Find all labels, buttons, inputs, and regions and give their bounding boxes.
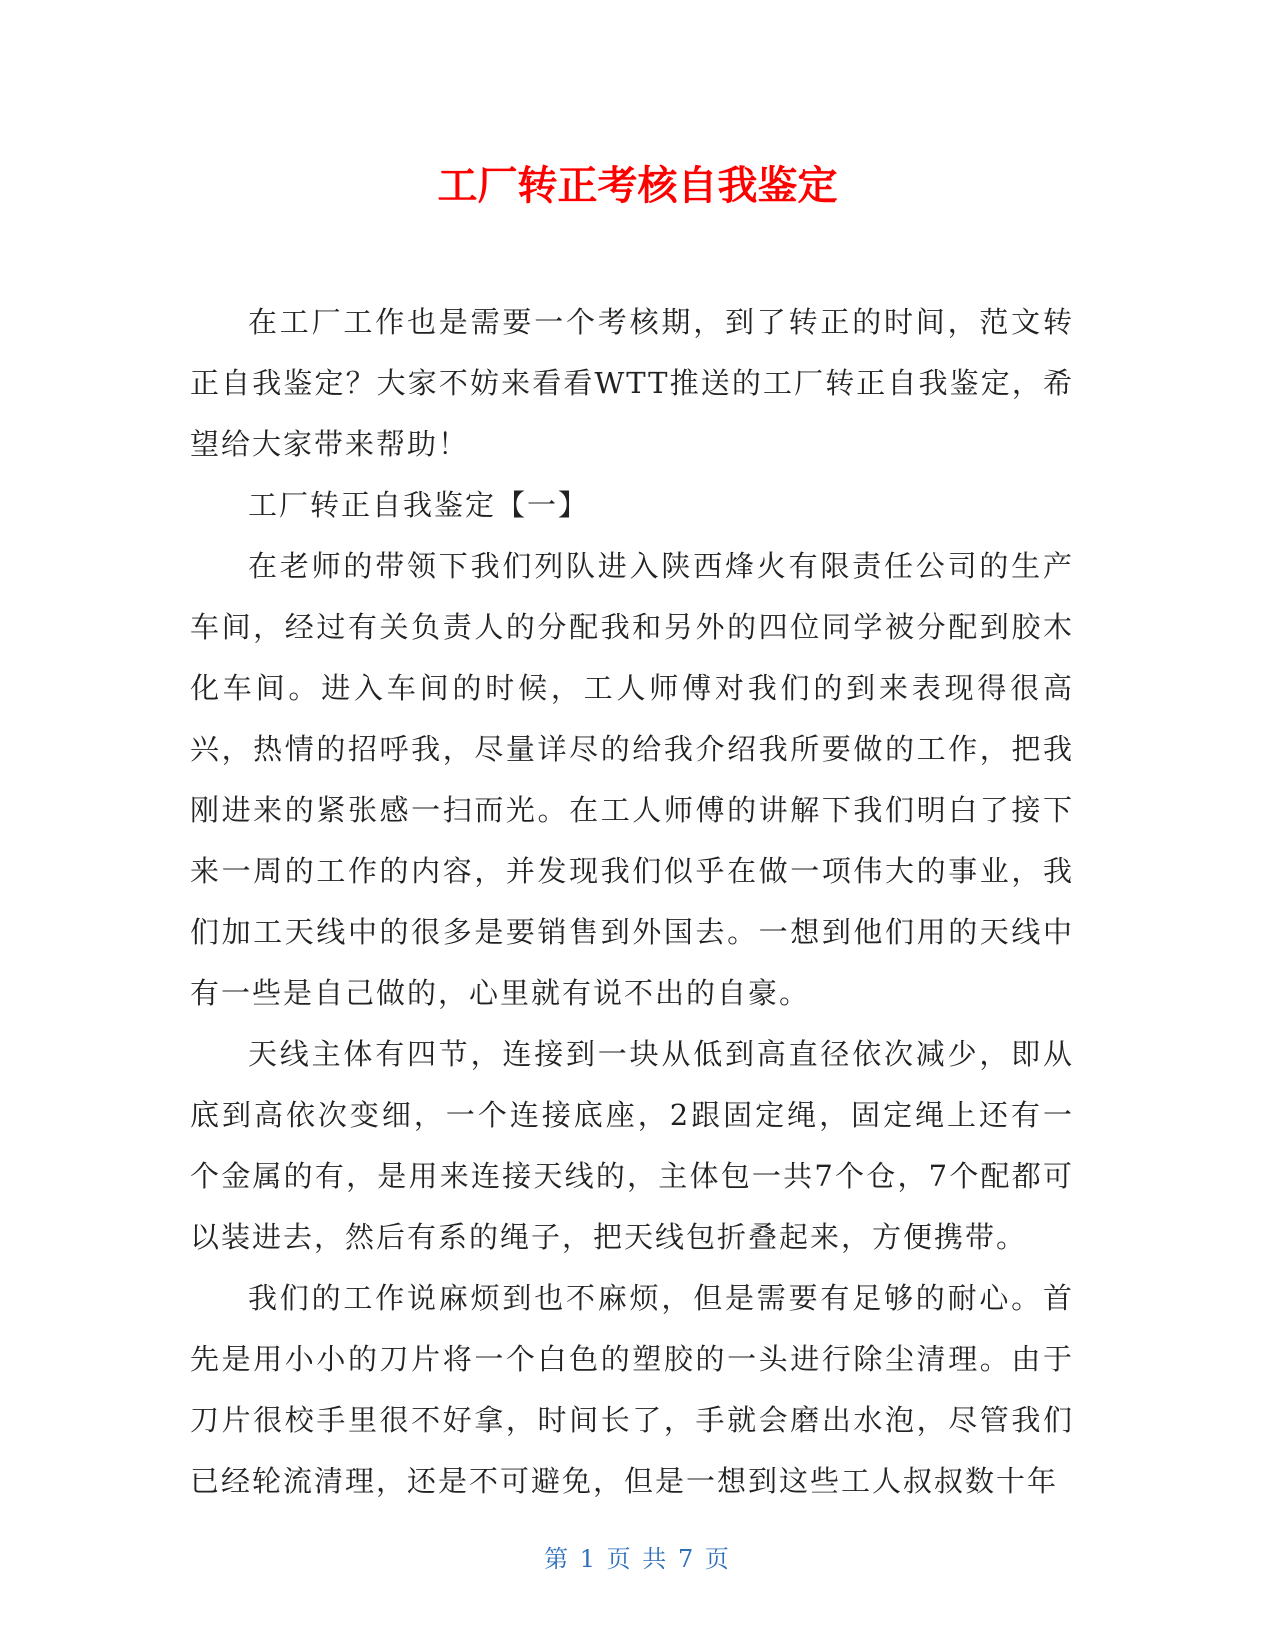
page-number-footer: 第 1 页 共 7 页: [544, 1545, 731, 1573]
body-paragraph: 天线主体有四节，连接到一块从低到高直径依次减少，即从底到高依次变细，一个连接底座，2跟固定绳，固定绳上还有一个金属的有，是用来连接天线的，主体包一共7个仓，7个配都可以装进去，然后有系的绳子，把天线包折叠起来，方便携带。: [190, 1037, 1074, 1254]
body-paragraph: 在老师的带领下我们列队进入陕西烽火有限责任公司的生产车间，经过有关负责人的分配我和另外的四位同学被分配到胶木化车间。进入车间的时候，工人师傅对我们的到来表现得很高兴，热情的招呼我，尽量详尽的给我介绍我所要做的工作，把我刚进来的紧张感一扫而光。在工人师傅的讲解下我们明白了接下来一周的工作的内容，并发现我们似乎在做一项伟大的事业，我们加工天线中的很多是要销售到外国去。一想到他们用的天线中有一些是自己做的，心里就有说不出的自豪。: [190, 549, 1074, 1010]
section-heading: 工厂转正自我鉴定【一】: [248, 488, 590, 522]
document-title: 工厂转正考核自我鉴定: [437, 163, 838, 209]
document-body: [190, 292, 1074, 1512]
body-paragraph: 我们的工作说麻烦到也不麻烦，但是需要有足够的耐心。首先是用小小的刀片将一个白色的塑胶的一头进行除尘清理。由于刀片很校手里很不好拿，时间长了，手就会磨出水泡，尽管我们已经轮流清理，还是不可避免，但是一想到这些工人叔叔数十年: [190, 1281, 1074, 1498]
intro-paragraph: 在工厂工作也是需要一个考核期，到了转正的时间，范文转正自我鉴定？大家不妨来看看WTT推送的工厂转正自我鉴定，希望给大家带来帮助！: [190, 305, 1074, 461]
